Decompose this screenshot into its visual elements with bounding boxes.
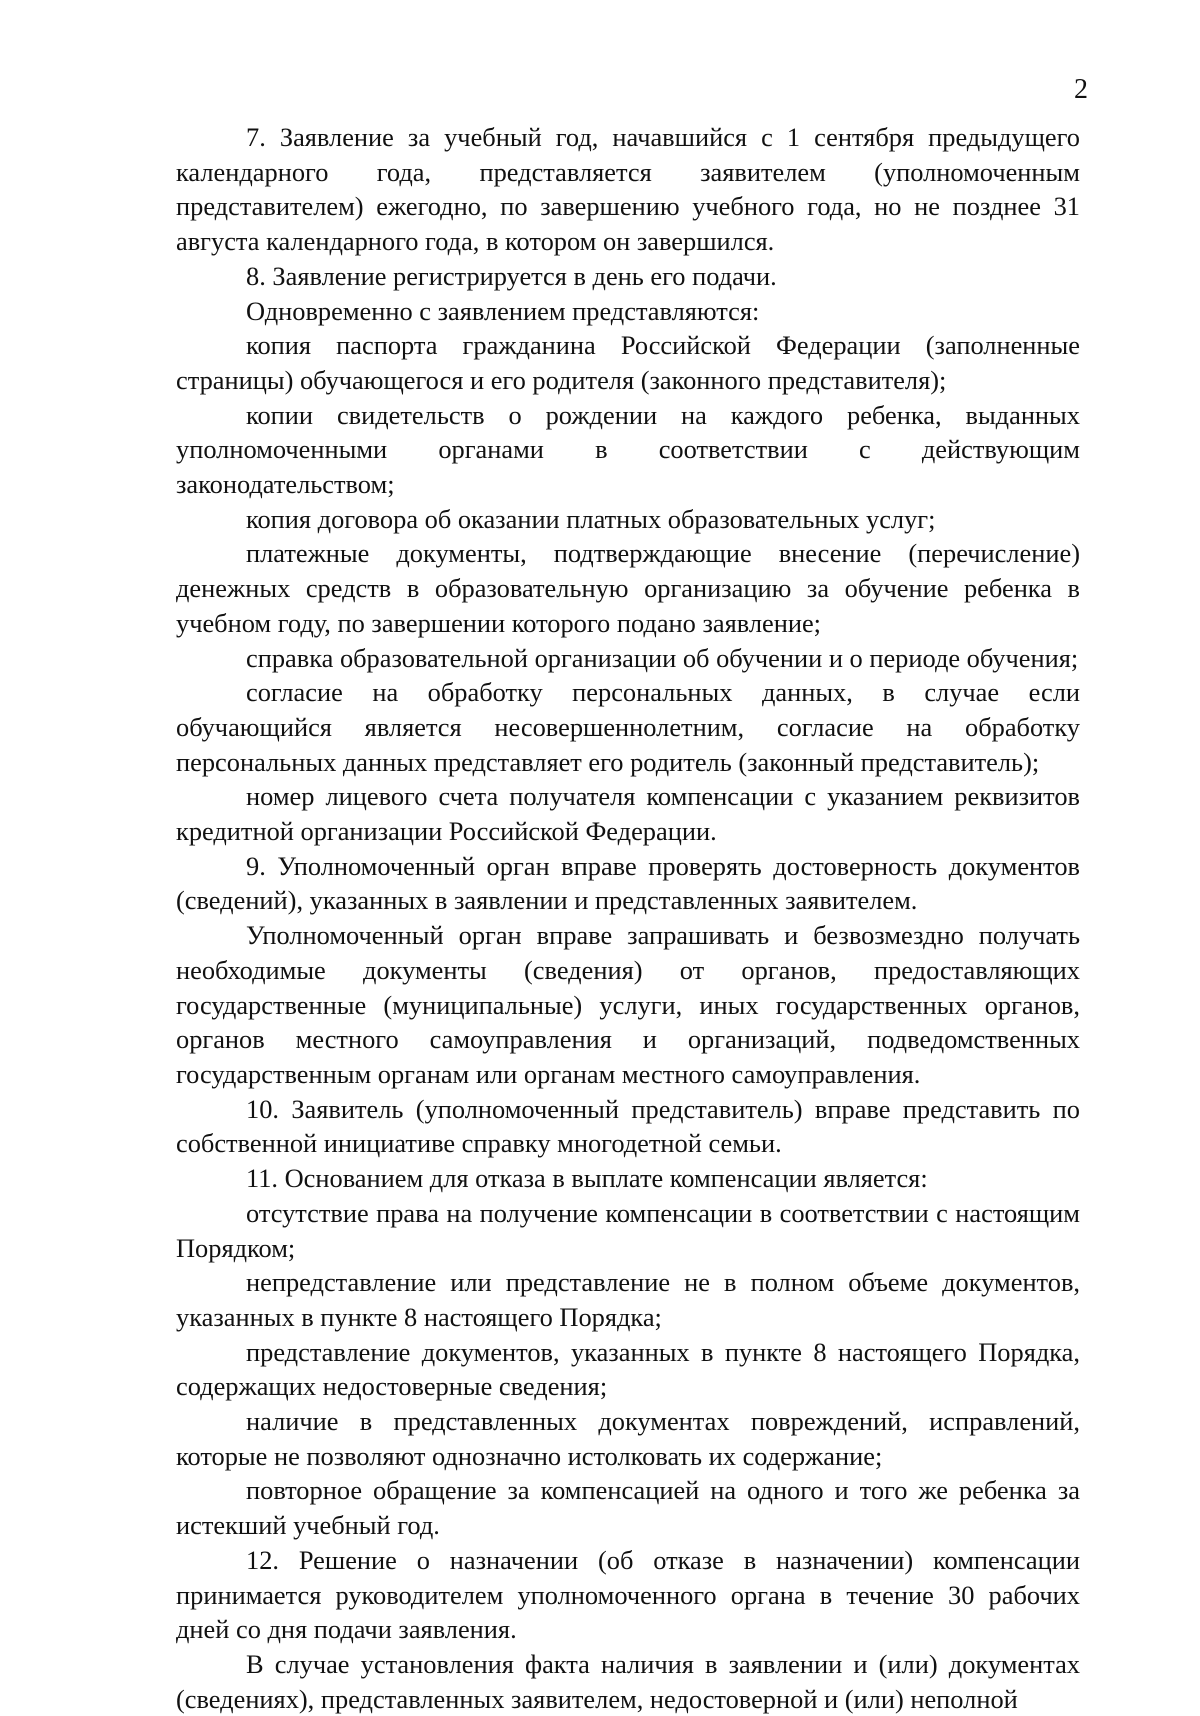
list-item-passport: копия паспорта гражданина Российской Федерации (заполненные страницы) обучающегося и его родителя (законного представителя); xyxy=(176,330,1080,395)
paragraph-item-7: 7. Заявление за учебный год, начавшийся с 1 сентября предыдущего календарного года, представляется заявителем (уполномоченным представителем) ежегодно, по завершению учебного года, но не позднее 31 августа календарного года, в котором он завершился. xyxy=(176,122,1080,257)
list-item-no-right: отсутствие права на получение компенсации в соответствии с настоящим Порядком; xyxy=(176,1197,1080,1263)
list-item-payment-documents: платежные документы, подтверждающие внесение (перечисление) денежных средств в образовательную организацию за обучение ребенка в учебном году, по завершении которого подано заявление; xyxy=(176,538,1080,638)
paragraph-item-10: 10. Заявитель (уполномоченный представитель) вправе представить по собственной инициативе справку многодетной семьи. xyxy=(176,1093,1080,1159)
list-item-contract: копия договора об оказании платных образовательных услуг; xyxy=(246,503,936,534)
list-item-birth-certificates: копии свидетельств о рождении на каждого ребенка, выданных уполномоченными органами в соответствии с действующим законодательством; xyxy=(176,399,1080,500)
page-number: 2 xyxy=(1074,74,1088,105)
document-body xyxy=(176,120,1080,1716)
list-item-incomplete-documents: непредставление или представление не в полном объеме документов, указанных в пункте 8 настоящего Порядка; xyxy=(176,1267,1080,1332)
paragraph-item-8: 8. Заявление регистрируется в день его подачи. xyxy=(246,260,777,291)
list-item-repeated-application: повторное обращение за компенсацией на одного и того же ребенка за истекший учебный год. xyxy=(176,1475,1080,1541)
paragraph-documents-intro: Одновременно с заявлением представляются: xyxy=(246,295,760,326)
list-item-data-consent: согласие на обработку персональных данных, в случае если обучающийся является несовершеннолетним, согласие на обработку персональных данных представляет его родитель (законный представитель); xyxy=(176,677,1080,777)
paragraph-item-9-requests: Уполномоченный орган вправе запрашивать и безвозмездно получать необходимые документы (сведения) от органов, предоставляющих государственные (муниципальные) услуги, иных государственных органов, органов местного самоуправления и организаций, подведомственных государственным органам или органам местного самоуправления. xyxy=(176,920,1080,1089)
list-item-false-information: представление документов, указанных в пункте 8 настоящего Порядка, содержащих недостоверные сведения; xyxy=(176,1336,1080,1402)
paragraph-item-12-continued: В случае установления факта наличия в заявлении и (или) документах (сведениях), представленных заявителем, недостоверной и (или) неполной xyxy=(176,1648,1080,1714)
paragraph-item-12: 12. Решение о назначении (об отказе в назначении) компенсации принимается руководителем уполномоченного органа в течение 30 рабочих дней со дня подачи заявления. xyxy=(176,1544,1080,1645)
list-item-account-number: номер лицевого счета получателя компенсации с указанием реквизитов кредитной организации Российской Федерации. xyxy=(176,781,1080,847)
paragraph-item-9: 9. Уполномоченный орган вправе проверять достоверность документов (сведений), указанных в заявлении и представленных заявителем. xyxy=(176,850,1080,916)
list-item-education-certificate: справка образовательной организации об обучении и о периоде обучения; xyxy=(246,642,1079,673)
paragraph-item-11: 11. Основанием для отказа в выплате компенсации является: xyxy=(246,1163,928,1194)
list-item-damaged-documents: наличие в представленных документах повреждений, исправлений, которые не позволяют однозначно истолковать их содержание; xyxy=(176,1406,1080,1471)
